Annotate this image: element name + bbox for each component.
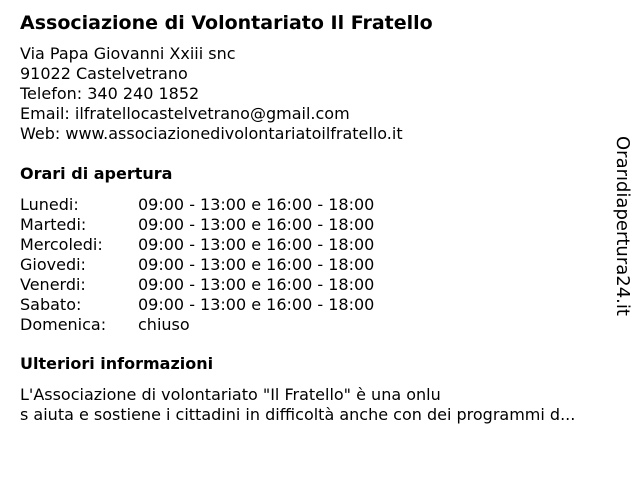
- hours-value: 09:00 - 13:00 e 16:00 - 18:00: [138, 235, 375, 254]
- association-name: Associazione di Volontariato Il Fratello: [20, 12, 433, 34]
- opening-hours-table: [20, 195, 374, 335]
- website-address: Web: www.associazionedivolontariatoilfratello.it: [20, 124, 403, 143]
- opening-hours-heading: Orari di apertura: [20, 164, 173, 183]
- site-watermark: [609, 136, 639, 316]
- hours-value: 09:00 - 13:00 e 16:00 - 18:00: [138, 255, 375, 274]
- email-address: Email: ilfratellocastelvetrano@gmail.com: [20, 104, 350, 123]
- day-label: Mercoledi:: [20, 235, 103, 254]
- address-city: 91022 Castelvetrano: [20, 64, 188, 83]
- address-street: Via Papa Giovanni Xxiii snc: [20, 44, 236, 63]
- day-label: Venerdi:: [20, 275, 86, 294]
- hours-row-saturday: [20, 295, 374, 315]
- day-label: Martedi:: [20, 215, 87, 234]
- day-label: Lunedi:: [20, 195, 79, 214]
- further-info-text: [20, 385, 625, 425]
- info-line-2: s aiuta e sostiene i cittadini in difficoltà anche con dei programmi d...: [20, 405, 576, 424]
- further-info-heading: Ulteriori informazioni: [20, 354, 214, 373]
- hours-row-friday: [20, 275, 374, 295]
- hours-row-wednesday: [20, 235, 374, 255]
- hours-row-thursday: [20, 255, 374, 275]
- hours-row-monday: [20, 195, 374, 215]
- hours-row-tuesday: [20, 215, 374, 235]
- hours-row-sunday: [20, 315, 374, 335]
- phone-number: Telefon: 340 240 1852: [20, 84, 200, 103]
- hours-value: 09:00 - 13:00 e 16:00 - 18:00: [138, 215, 375, 234]
- day-label: Sabato:: [20, 295, 82, 314]
- hours-value: 09:00 - 13:00 e 16:00 - 18:00: [138, 195, 375, 214]
- info-line-1: L'Associazione di volontariato "Il Fratello" è una onlu: [20, 385, 441, 404]
- day-label: Domenica:: [20, 315, 107, 334]
- hours-value: 09:00 - 13:00 e 16:00 - 18:00: [138, 295, 375, 314]
- contact-details: [20, 44, 403, 144]
- watermark-text: Orarıdiapertura24.it: [612, 136, 633, 316]
- hours-value: 09:00 - 13:00 e 16:00 - 18:00: [138, 275, 375, 294]
- day-label: Giovedi:: [20, 255, 86, 274]
- hours-value: chiuso: [138, 315, 190, 334]
